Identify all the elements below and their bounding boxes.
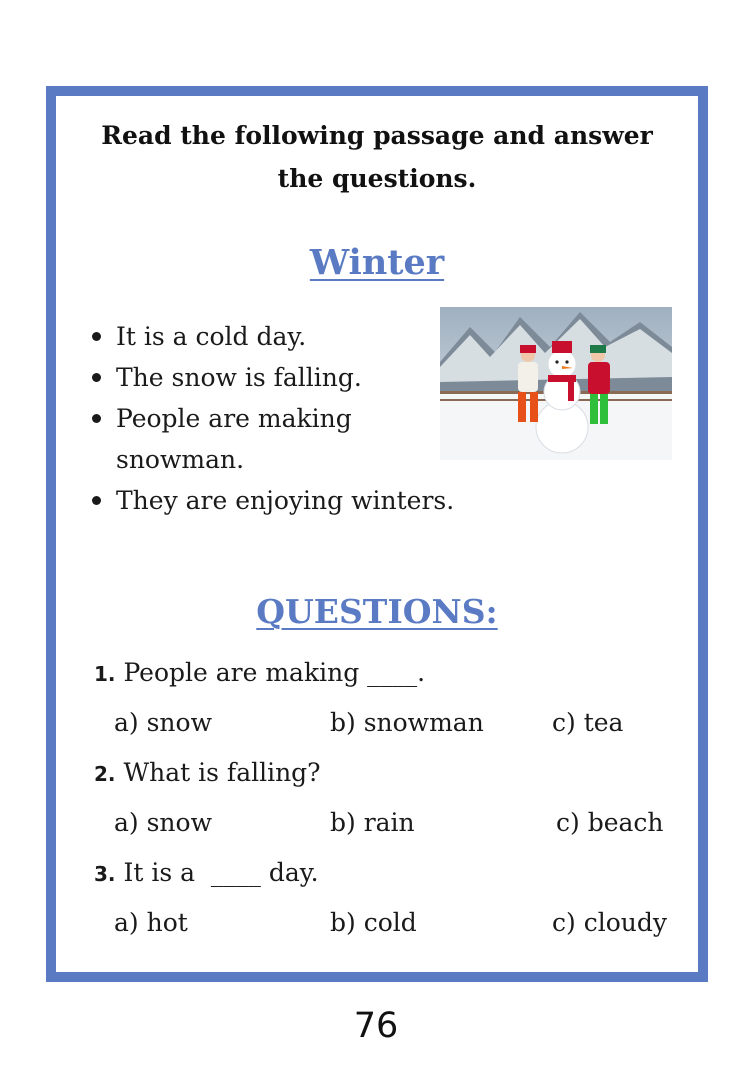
question-3 — [94, 858, 319, 889]
option-2b: b) rain — [330, 808, 415, 837]
question-text: People are making ____. — [123, 658, 426, 687]
option-3b: b) cold — [330, 908, 417, 937]
option-2c: c) beach — [556, 808, 664, 837]
option-2a: a) snow — [114, 808, 212, 837]
snowman-photo-icon — [440, 307, 672, 460]
question-text: What is falling? — [123, 758, 321, 787]
passage-title: Winter — [309, 242, 445, 283]
worksheet-frame — [46, 86, 708, 982]
snowman-photo — [440, 307, 672, 460]
instruction-text: Read the following passage and answer the questions. — [101, 121, 653, 193]
question-text: It is a ____ day. — [123, 858, 319, 887]
passage-line: They are enjoying winters. — [86, 480, 506, 521]
passage-line: It is a cold day. — [86, 316, 506, 357]
option-1b: b) snowman — [330, 708, 484, 737]
passage-line: People are making snowman. — [86, 398, 366, 480]
option-3c: c) cloudy — [552, 908, 667, 937]
question-number: 2. — [94, 762, 116, 786]
option-3a: a) hot — [114, 908, 188, 937]
question-number: 1. — [94, 662, 116, 686]
passage-line: The snow is falling. — [86, 357, 506, 398]
question-2 — [94, 758, 321, 789]
question-number: 3. — [94, 862, 116, 886]
option-1a: a) snow — [114, 708, 212, 737]
page-number: 76 — [353, 1006, 399, 1046]
question-1 — [94, 658, 425, 689]
option-1c: c) tea — [552, 708, 624, 737]
questions-heading: QUESTIONS: — [256, 592, 498, 631]
